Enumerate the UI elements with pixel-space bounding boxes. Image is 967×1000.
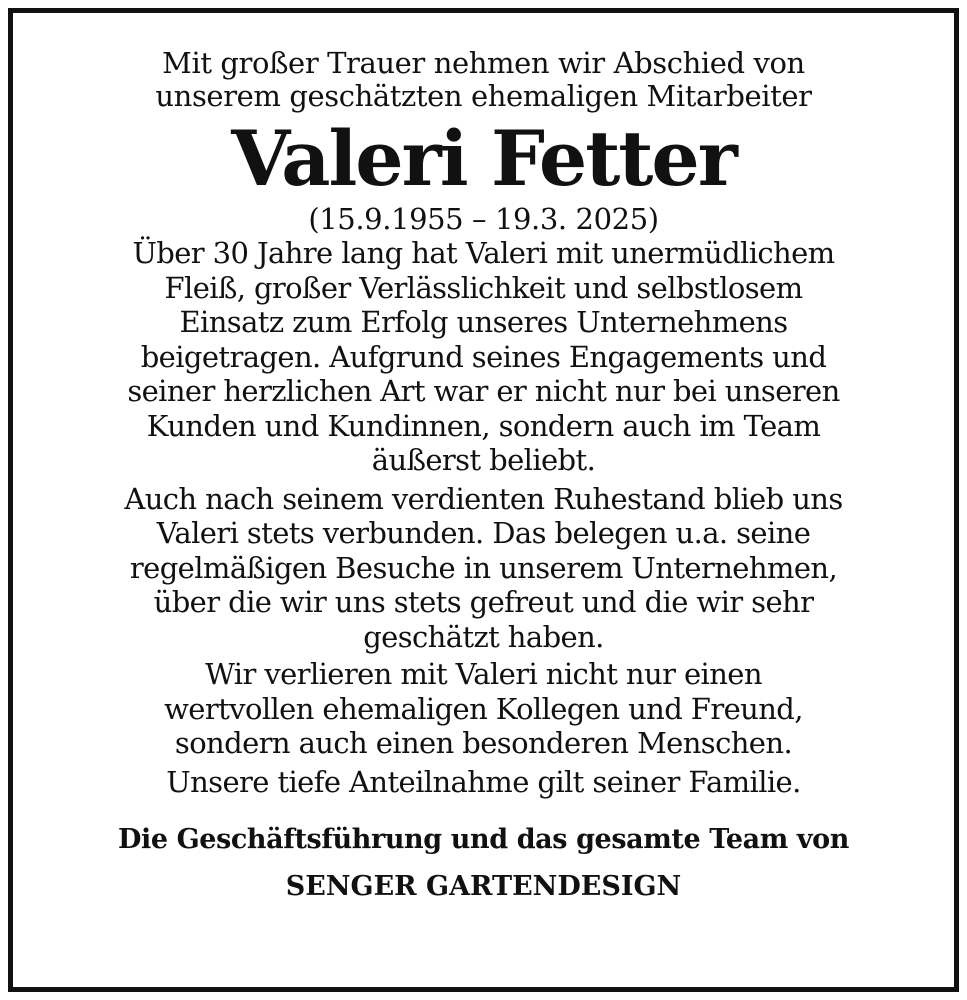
intro-line: Mit großer Trauer nehmen wir Abschied von: [162, 46, 805, 80]
intro-line: unserem geschätzten ehemaligen Mitarbeiter: [155, 79, 812, 113]
text-line: Über 30 Jahre lang hat Valeri mit unermüdlichem: [132, 236, 835, 270]
text-line: seiner herzlichen Art war er nicht nur bei unseren: [127, 374, 840, 408]
company-name: SENGER GARTENDESIGN: [285, 871, 682, 902]
paragraph-loss: [0, 657, 967, 761]
text-line: Wir verlieren mit Valeri nicht nur einen: [205, 657, 762, 691]
text-line: beigetragen. Aufgrund seines Engagements und: [140, 339, 827, 374]
life-dates: (15.9.1955 – 19.3. 2025): [308, 202, 659, 236]
text-line: geschätzt haben.: [363, 619, 604, 654]
text-line: Auch nach seinem verdienten Ruhestand blieb uns: [124, 481, 843, 516]
text-line: Kunden und Kundinnen, sondern auch im Team: [146, 408, 821, 443]
paragraph-retirement: [0, 482, 967, 655]
text-line: Valeri stets verbunden. Das belegen u.a. seine: [156, 516, 811, 550]
signoff-text: Die Geschäftsführung und das gesamte Team von: [117, 824, 850, 855]
paragraph-tribute: [0, 236, 967, 478]
text-line: äußerst beliebt.: [371, 443, 596, 477]
text-line: Einsatz zum Erfolg unseres Unternehmens: [179, 305, 788, 339]
paragraph-condolence: [0, 765, 967, 800]
deceased-name: Valeri Fetter: [231, 114, 736, 203]
text-line: regelmäßigen Besuche in unserem Unternehmen,: [129, 550, 838, 585]
intro-text: [0, 47, 967, 113]
text-line: Unsere tiefe Anteilnahme gilt seiner Familie.: [166, 764, 801, 799]
text-line: sondern auch einen besonderen Menschen.: [174, 726, 793, 760]
obituary-notice: [0, 47, 967, 903]
text-line: Fleiß, großer Verlässlichkeit und selbstlosem: [164, 270, 803, 305]
text-line: wertvollen ehemaligen Kollegen und Freund,: [164, 691, 803, 726]
text-line: über die wir uns stets gefreut und die wir sehr: [153, 585, 814, 619]
